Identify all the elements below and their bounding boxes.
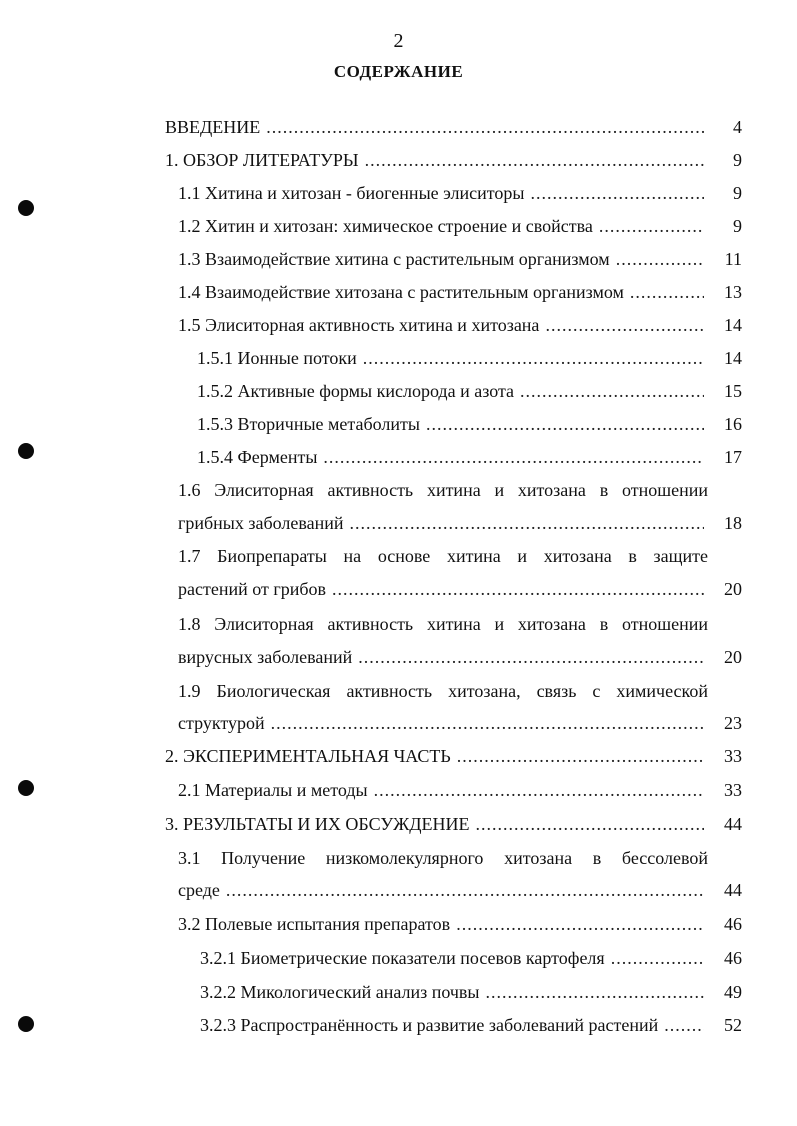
toc-entry-page: 23	[724, 713, 742, 733]
toc-entry-line1[interactable]: 3.1 Получение низкомолекулярного хитозана в бессолевой	[178, 848, 708, 868]
toc-entry[interactable]	[197, 447, 742, 468]
toc-entry-title: 3. РЕЗУЛЬТАТЫ И ИХ ОБСУЖДЕНИЕ	[165, 814, 470, 834]
toc-leader	[323, 447, 704, 468]
toc-entry[interactable]	[165, 746, 742, 767]
toc-entry-page: 16	[724, 414, 742, 434]
toc-entry-title: 3.2.3 Распространённость и развитие заболеваний растений	[200, 1015, 659, 1035]
toc-entry-page: 20	[724, 647, 742, 667]
toc-entry[interactable]	[200, 1015, 742, 1036]
toc-entry[interactable]	[178, 914, 742, 935]
toc-entry-title: 1. ОБЗОР ЛИТЕРАТУРЫ	[165, 150, 359, 170]
toc-entry[interactable]	[178, 183, 742, 204]
toc-leader	[226, 880, 704, 901]
toc-entry[interactable]	[165, 117, 742, 138]
toc-entry[interactable]	[200, 982, 742, 1003]
toc-entry-title: 1.3 Взаимодействие хитина с растительным организмом	[178, 249, 610, 269]
toc-entry[interactable]	[197, 414, 742, 435]
toc-entry-page: 14	[724, 348, 742, 368]
toc-leader	[266, 117, 704, 138]
toc-entry-line1[interactable]: 1.6 Элиситорная активность хитина и хитозана в отношении	[178, 480, 708, 500]
page-title: СОДЕРЖАНИЕ	[333, 62, 464, 81]
toc-entry-page: 15	[724, 381, 742, 401]
toc-leader	[456, 914, 704, 935]
toc-entry-title: 1.5.2 Активные формы кислорода и азота	[197, 381, 515, 401]
page-number: 2	[393, 30, 404, 52]
toc-entry-page: 52	[724, 1015, 742, 1035]
toc-entry-title: 2. ЭКСПЕРИМЕНТАЛЬНАЯ ЧАСТЬ	[165, 746, 451, 766]
toc-entry[interactable]	[178, 513, 742, 534]
toc-entry-page: 9	[733, 183, 742, 203]
toc-entry-page: 18	[724, 513, 742, 533]
toc-entry[interactable]	[178, 282, 742, 303]
toc-entry-title: 1.1 Хитина и хитозан - биогенные элиситоры	[178, 183, 525, 203]
toc-entry-title: 1.5 Элиситорная активность хитина и хитозана	[178, 315, 540, 335]
toc-leader	[426, 414, 704, 435]
toc-leader	[332, 579, 704, 600]
toc-leader	[358, 647, 704, 668]
toc-entry[interactable]	[178, 216, 742, 237]
toc-entry-title: 1.4 Взаимодействие хитозана с растительным организмом	[178, 282, 624, 302]
toc-entry-page: 9	[733, 216, 742, 236]
toc-leader	[616, 249, 704, 270]
toc-entry[interactable]	[197, 381, 742, 402]
toc-leader	[350, 513, 704, 534]
toc-leader	[271, 713, 704, 734]
toc-entry-line1[interactable]: 1.9 Биологическая активность хитозана, связь с химической	[178, 681, 708, 701]
toc-leader	[611, 948, 704, 969]
toc-entry-page: 4	[733, 117, 742, 137]
toc-entry-line1[interactable]: 1.8 Элиситорная активность хитина и хитозана в отношении	[178, 614, 708, 634]
toc-entry-line1[interactable]: 1.7 Биопрепараты на основе хитина и хитозана в защите	[178, 546, 708, 566]
toc-entry[interactable]	[178, 713, 742, 734]
toc-leader	[476, 814, 704, 835]
toc-entry-title: 3.2 Полевые испытания препаратов	[178, 914, 451, 934]
toc-entry[interactable]	[178, 315, 742, 336]
toc-entry-page: 46	[724, 948, 742, 968]
toc-leader	[363, 348, 704, 369]
toc-entry[interactable]	[165, 814, 742, 835]
toc-entry-title: ВВЕДЕНИЕ	[165, 117, 261, 137]
toc-entry-page: 17	[724, 447, 742, 467]
toc-leader	[531, 183, 704, 204]
toc-leader	[599, 216, 704, 237]
toc-entry-title: 3.2.1 Биометрические показатели посевов картофеля	[200, 948, 605, 968]
toc-leader	[664, 1015, 704, 1036]
toc-entry-title: 1.5.1 Ионные потоки	[197, 348, 357, 368]
toc-entry-page: 46	[724, 914, 742, 934]
toc-leader	[520, 381, 704, 402]
toc-entry-page: 33	[724, 746, 742, 766]
toc-entry-page: 44	[724, 880, 742, 900]
toc-leader	[457, 746, 704, 767]
toc-entry-page: 9	[733, 150, 742, 170]
toc-leader	[486, 982, 704, 1003]
toc-entry-title: 1.2 Хитин и хитозан: химическое строение и свойства	[178, 216, 593, 236]
toc-entry-page: 33	[724, 780, 742, 800]
toc-entry-title: структурой	[178, 713, 265, 733]
toc-entry-title: 1.5.4 Ферменты	[197, 447, 318, 467]
toc-entry-page: 20	[724, 579, 742, 599]
toc-entry-page: 44	[724, 814, 742, 834]
toc-entry-title: среде	[178, 880, 220, 900]
toc-entry-title: растений от грибов	[178, 579, 327, 599]
toc-entry[interactable]	[178, 249, 742, 270]
toc-entry-title: грибных заболеваний	[178, 513, 344, 533]
toc-entry-title: 2.1 Материалы и методы	[178, 780, 368, 800]
toc-entry[interactable]	[178, 579, 742, 600]
toc-entry-page: 11	[724, 249, 742, 269]
toc-entry-title: 1.5.3 Вторичные метаболиты	[197, 414, 420, 434]
toc-entry[interactable]	[178, 647, 742, 668]
toc-leader	[374, 780, 704, 801]
toc-entry[interactable]	[165, 150, 742, 171]
toc-entry[interactable]	[197, 348, 742, 369]
toc-entry-page: 49	[724, 982, 742, 1002]
toc-leader	[545, 315, 704, 336]
toc-entry[interactable]	[178, 780, 742, 801]
toc-leader	[630, 282, 704, 303]
toc-entry-title: вирусных заболеваний	[178, 647, 353, 667]
toc-entry-page: 13	[724, 282, 742, 302]
toc-entry[interactable]	[200, 948, 742, 969]
toc-leader	[365, 150, 704, 171]
toc-entry[interactable]	[178, 880, 742, 901]
toc-entry-page: 14	[724, 315, 742, 335]
toc-entry-title: 3.2.2 Микологический анализ почвы	[200, 982, 480, 1002]
